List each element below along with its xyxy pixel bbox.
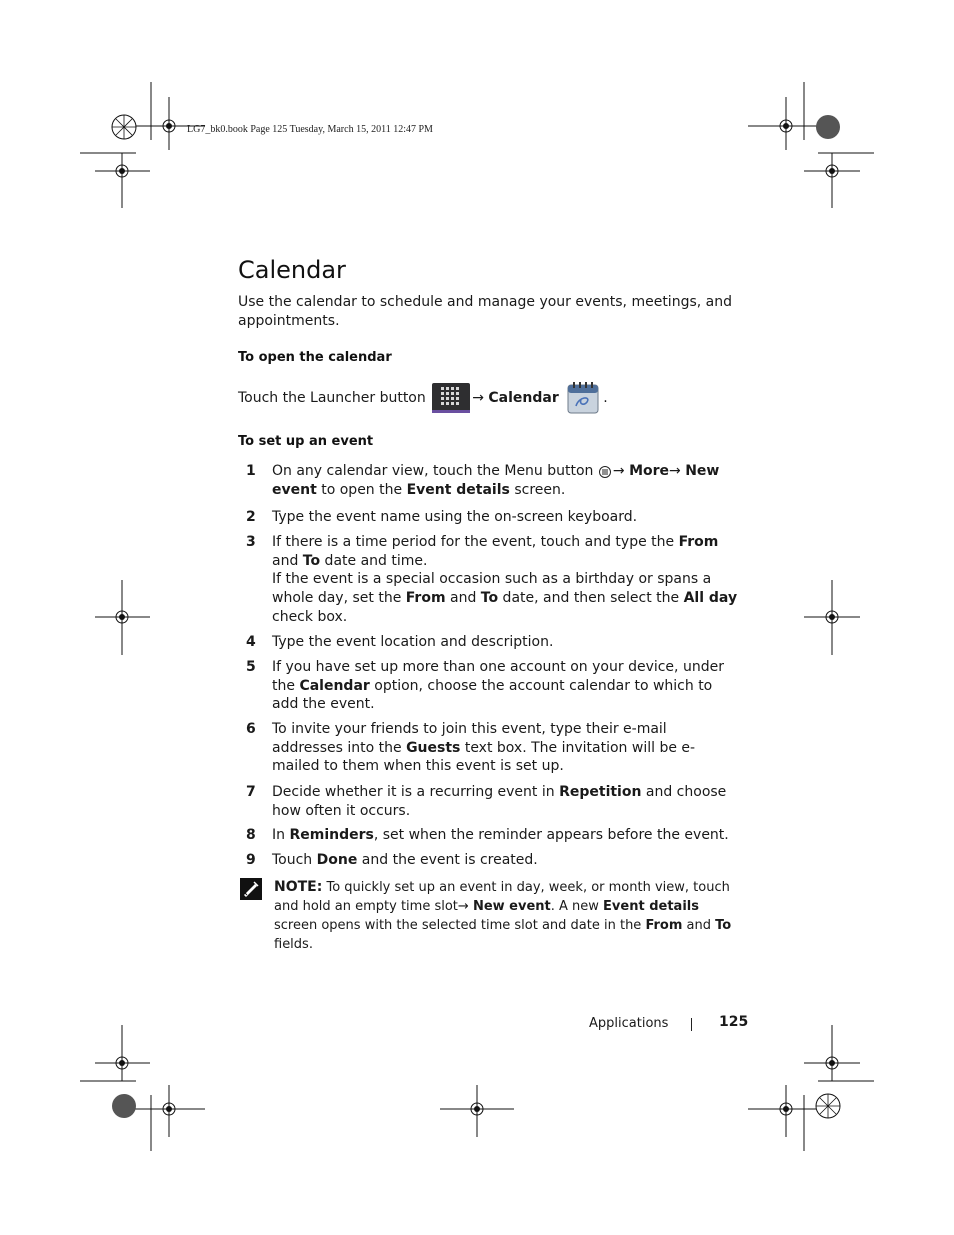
text-run: date and time. (320, 552, 428, 569)
text-run: , set when the reminder appears before the event. (373, 827, 729, 843)
open-calendar-heading: To open the calendar (238, 350, 392, 365)
ui-term: From (405, 590, 446, 607)
step-text (272, 533, 738, 627)
step-item (246, 533, 738, 627)
step-item (246, 826, 738, 845)
text-run: . A new (550, 899, 604, 914)
text-run: In (272, 827, 290, 843)
ui-term: To (480, 590, 499, 607)
page-number: 125 (719, 1014, 749, 1030)
open-calendar-instruction (238, 380, 608, 416)
text-run: text box. The invitation will be e-mailed to them when this event is set up. (272, 739, 696, 775)
text-run: date, and then select the (498, 590, 684, 607)
step-number: 8 (246, 827, 256, 843)
ui-term: To (302, 552, 321, 569)
ui-term: From (645, 918, 683, 933)
text-run: If the event is a special occasion such as a birthday or spans a whole day, set the (272, 571, 712, 607)
ui-term: New event (472, 899, 551, 914)
intro-paragraph: Use the calendar to schedule and manage your events, meetings, and appointments. (238, 294, 732, 329)
text-run: and (445, 590, 481, 607)
launcher-grid-icon (432, 383, 470, 413)
text-run: to open the (316, 481, 407, 498)
footer-section-label: Applications (589, 1016, 669, 1031)
text-run: If you have set up more than one account on your device, under the (272, 659, 724, 694)
step-number: 3 (246, 534, 256, 550)
step-number: 9 (246, 852, 256, 868)
step-number: 6 (246, 721, 256, 737)
footer-divider (691, 1018, 692, 1031)
ui-term: New event (272, 463, 720, 498)
instruction-text: Touch the Launcher button (238, 390, 426, 406)
step-item (246, 462, 738, 499)
ui-term: To (715, 918, 732, 933)
text-run: Decide whether it is a recurring event in (272, 784, 560, 800)
text-run: Type the event name using the on-screen keyboard. (272, 509, 638, 525)
step-item (246, 658, 738, 714)
ui-term: From (678, 534, 719, 550)
step-number: 1 (246, 463, 256, 479)
page-title: Calendar (238, 256, 346, 284)
step-text (272, 720, 738, 776)
text-run: Type the event location and description. (272, 634, 554, 650)
print-header-stamp: LG7_bk0.book Page 125 Tuesday, March 15, 2011 12:47 PM (187, 124, 433, 135)
ui-term: Done (316, 852, 358, 868)
text-run: screen opens with the selected time slot and date in the (274, 918, 646, 933)
text-run: and (272, 552, 303, 569)
text-run: and (682, 918, 716, 933)
text-run: option, choose the account calendar to which to add the event. (272, 677, 713, 713)
text-run: screen. (509, 481, 566, 498)
step-item (246, 633, 738, 652)
text-run: → (669, 463, 686, 479)
ui-term: All day (683, 590, 738, 607)
ui-term: More (629, 463, 670, 479)
text-run: and choose how often it occurs. (272, 784, 727, 819)
calendar-app-icon (567, 382, 599, 414)
ui-term: Repetition (559, 784, 642, 800)
step-text (272, 633, 738, 652)
step-number: 5 (246, 659, 256, 675)
calendar-label: Calendar (488, 390, 559, 406)
step-number: 2 (246, 509, 256, 525)
step-text (272, 508, 738, 527)
menu-icon (598, 465, 613, 477)
step-number: 4 (246, 634, 256, 650)
step-text (272, 783, 738, 820)
step-text (272, 826, 738, 845)
step-text (272, 658, 738, 714)
step-number: 7 (246, 784, 256, 800)
text-run: → (612, 463, 630, 479)
ui-term: Calendar (299, 677, 370, 694)
note-text (274, 878, 734, 954)
text-run: To invite your friends to join this event, type their e-mail addresses into the (272, 721, 667, 756)
text-run: and the event is created. (357, 852, 538, 868)
step-item (246, 720, 738, 776)
text-run: If there is a time period for the event, touch and type the (272, 534, 679, 550)
step-item (246, 783, 738, 820)
text-run: → (457, 899, 473, 914)
note-pencil-icon (240, 878, 262, 900)
text-run: fields. (274, 937, 313, 952)
text-run: check box. (272, 608, 348, 625)
arrow-glyph: → (472, 390, 484, 406)
step-item (246, 851, 738, 870)
ui-term: Guests (406, 739, 461, 756)
ui-term: Reminders (289, 827, 374, 843)
text-run: On any calendar view, touch the Menu button (272, 463, 598, 479)
instruction-end: . (603, 390, 608, 406)
note-label: NOTE: (274, 879, 323, 895)
step-text (272, 462, 738, 499)
ui-term: Event details (603, 899, 699, 914)
step-item (246, 508, 738, 527)
text-run: To quickly set up an event in day, week, or month view, touch and hold an empty time slot (274, 880, 730, 914)
setup-event-heading: To set up an event (238, 434, 374, 449)
ui-term: Event details (406, 481, 510, 498)
text-run: Touch (272, 852, 317, 868)
step-text (272, 851, 738, 870)
